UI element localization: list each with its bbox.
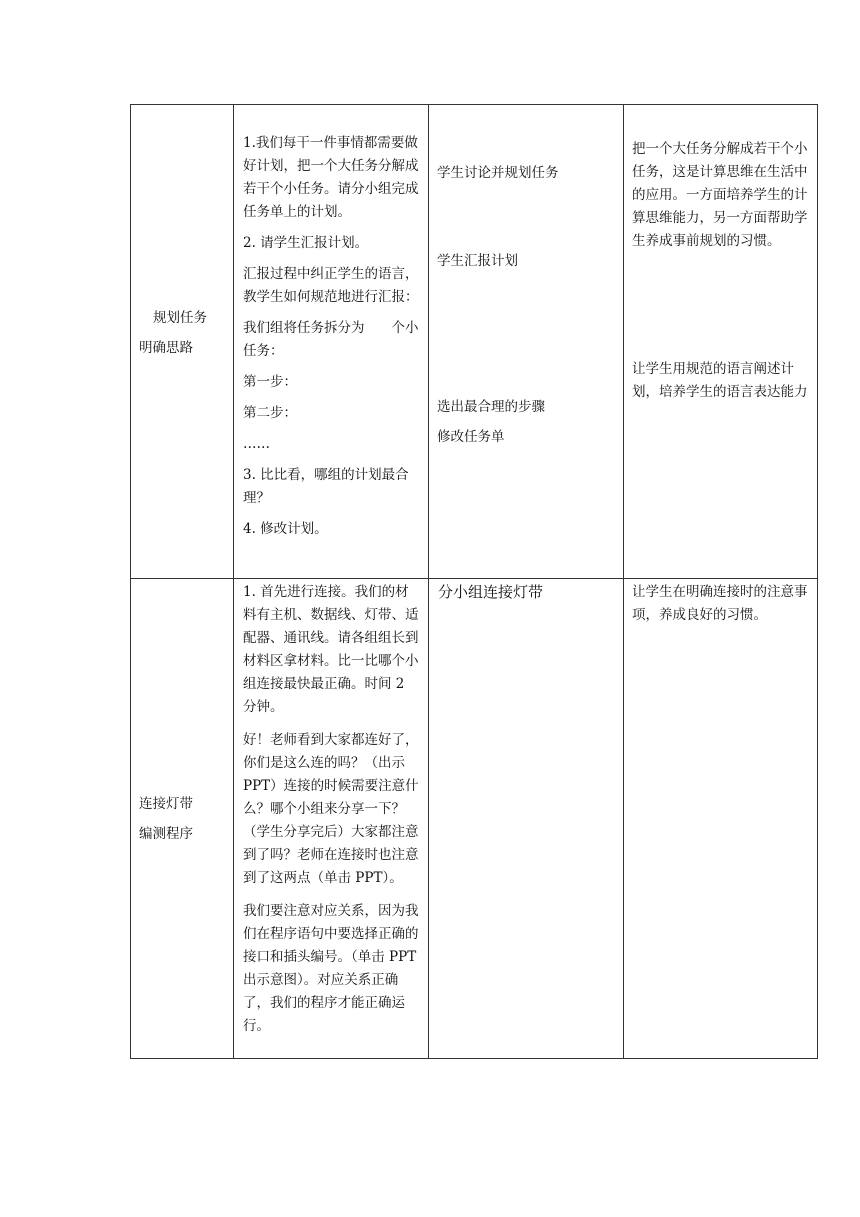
teacher-paragraph: 第一步： xyxy=(243,374,297,390)
student-activity-cell xyxy=(429,105,624,579)
table-row xyxy=(131,105,818,579)
lesson-plan-table xyxy=(130,104,818,1059)
stage-title-line: 编测程序 xyxy=(139,826,193,842)
student-activity: 学生讨论并规划任务 xyxy=(437,165,559,181)
teacher-paragraph: 1.我们每干一件事情都需要做好计划，把一个大任务分解成若干个小任务。请分小组完成任务单上的计划。 xyxy=(243,135,419,220)
teacher-paragraph: 2. 请学生汇报计划。 xyxy=(243,235,369,251)
stage-title-line: 明确思路 xyxy=(139,340,193,356)
design-intent-cell xyxy=(624,579,818,1059)
design-intent-text: 让学生在明确连接时的注意事项，养成良好的习惯。 xyxy=(632,584,808,623)
teacher-paragraph: 我们组将任务拆分为 个小任务： xyxy=(243,320,419,359)
teacher-activity-cell xyxy=(234,105,429,579)
student-activity: 修改任务单 xyxy=(437,429,505,445)
teacher-paragraph: 我们要注意对应关系，因为我们在程序语句中要选择正确的接口和插头编号。（单击 PPT 出示意图）。对应关系正确了，我们的程序才能正确运行。 xyxy=(243,903,419,1034)
teacher-paragraph: 3. 比比看，哪组的计划最合理？ xyxy=(243,467,409,506)
teacher-paragraph: 第二步： xyxy=(243,405,297,421)
teacher-paragraph: 4. 修改计划。 xyxy=(243,521,328,537)
student-activity: 分小组连接灯带 xyxy=(438,583,544,601)
design-intent-text: 把一个大任务分解成若干个小任务，这是计算思维在生活中的应用。一方面培养学生的计算思维能力，另一方面帮助学生养成事前规划的习惯。 xyxy=(632,141,808,249)
stage-cell xyxy=(131,579,234,1059)
design-intent-text: 让学生用规范的语言阐述计划，培养学生的语言表达能力 xyxy=(632,361,808,400)
design-intent-cell xyxy=(624,105,818,579)
student-activity-cell xyxy=(429,579,624,1059)
stage-title-line: 连接灯带 xyxy=(139,796,193,812)
stage-cell xyxy=(131,105,234,579)
teacher-paragraph: 汇报过程中纠正学生的语言，教学生如何规范地进行汇报： xyxy=(243,266,419,305)
stage-title-line: 规划任务 xyxy=(153,310,207,326)
table-row xyxy=(131,579,818,1059)
teacher-paragraph: 好！老师看到大家都连好了，你们是这么连的吗？（出示 PPT）连接的时候需要注意什么？哪个小组来分享一下？（学生分享完后）大家都注意到了吗？老师在连接时也注意到了这两点（单击 PPT）。 xyxy=(243,732,419,886)
teacher-activity-cell xyxy=(234,579,429,1059)
student-activity: 选出最合理的步骤 xyxy=(437,399,545,415)
teacher-paragraph: …… xyxy=(243,436,270,452)
student-activity: 学生汇报计划 xyxy=(437,253,518,269)
teacher-paragraph: 1. 首先进行连接。我们的材料有主机、数据线、灯带、适配器、通讯线。请各组组长到材料区拿材料。比一比哪个小组连接最快最正确。时间 2 分钟。 xyxy=(243,584,419,715)
